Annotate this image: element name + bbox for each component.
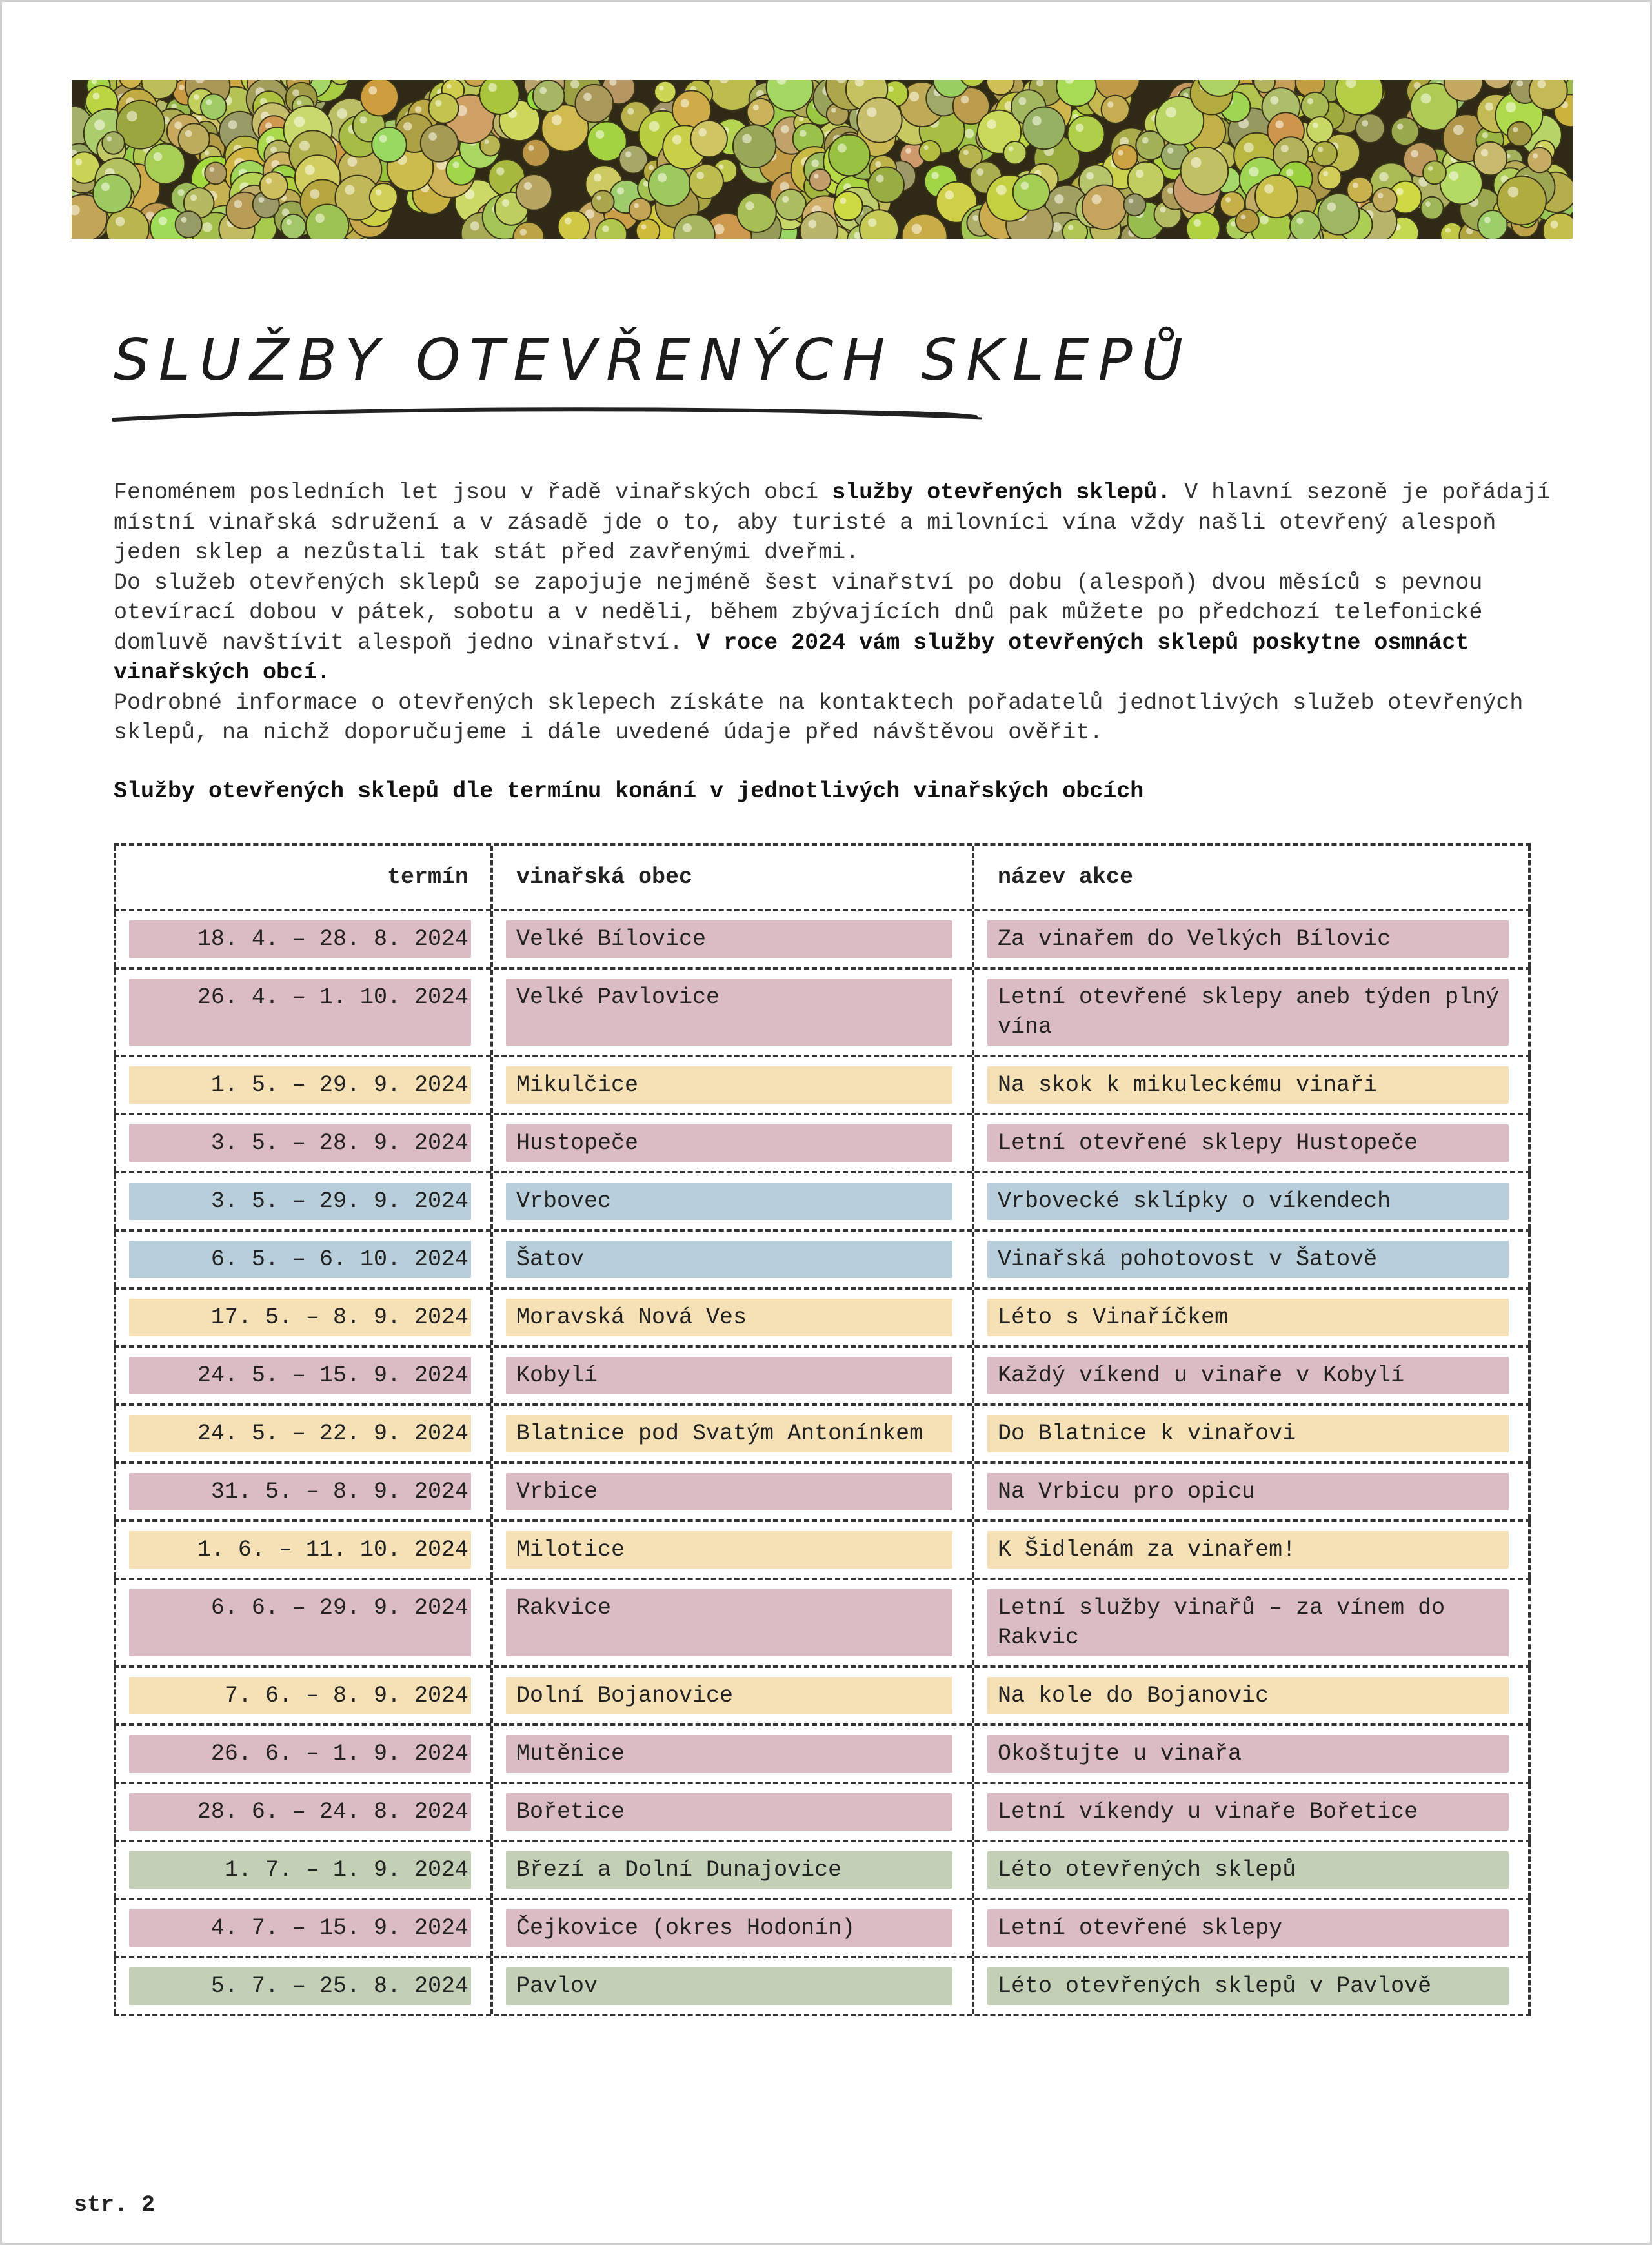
cell-place: [493, 970, 974, 1055]
cell-date: [114, 970, 493, 1055]
cell-text: Blatnice pod Svatým Antonínkem: [516, 1421, 923, 1447]
cell-place: [493, 1232, 974, 1287]
cell-text: Okoštujte u vinařa: [998, 1741, 1242, 1767]
cell-text: 6. 6. – 29. 9. 2024: [210, 1595, 468, 1621]
cell-date: [114, 911, 493, 967]
cell-text: Za vinařem do Velkých Bílovic: [998, 926, 1391, 952]
table-row: [114, 1580, 1531, 1668]
cell-text: Na kole do Bojanovic: [998, 1683, 1269, 1709]
title-underline: [111, 405, 989, 425]
cell-text: Milotice: [516, 1537, 625, 1563]
cell-text: 4. 7. – 15. 9. 2024: [210, 1915, 468, 1941]
cell-event: [974, 1958, 1531, 2014]
table-row: [114, 1173, 1531, 1232]
table-row: [114, 1958, 1531, 2016]
cell-text: Letní otevřené sklepy Hustopeče: [998, 1130, 1418, 1156]
cell-text: Vinařská pohotovost v Šatově: [998, 1246, 1378, 1272]
header-event: název akce: [974, 846, 1531, 909]
cell-place: [493, 1784, 974, 1840]
intro-p1c: V hlavní sezoně je pořádají místní vinařská sdružení a v zásadě jde o to, aby turisté a milovníci vína vždy našli otevřený alespoň jeden sklep a nezůstali tak stát před zavřenými dveřmi.: [114, 480, 1564, 565]
cell-text: 26. 6. – 1. 9. 2024: [210, 1741, 468, 1767]
events-table: [114, 843, 1531, 2016]
cell-place: [493, 1522, 974, 1578]
cell-text: 3. 5. – 28. 9. 2024: [210, 1130, 468, 1156]
table-row: [114, 1900, 1531, 1958]
cell-event: [974, 911, 1531, 967]
cell-text: Letní otevřené sklepy aneb týden plný vína: [998, 984, 1500, 1040]
intro-p2b-bold: V roce 2024 vám služby otevřených sklepů poskytne osmnáct vinařských obcí.: [114, 629, 1483, 686]
cell-event: [974, 1173, 1531, 1229]
cell-text: Mutěnice: [516, 1741, 625, 1767]
cell-text: Na Vrbicu pro opicu: [998, 1479, 1256, 1505]
table-row: [114, 1784, 1531, 1842]
cell-text: Šatov: [516, 1246, 585, 1272]
table-row: [114, 1668, 1531, 1726]
table-row: [114, 911, 1531, 970]
cell-date: [114, 1173, 493, 1229]
cell-text: Mikulčice: [516, 1072, 639, 1098]
table-row: [114, 1232, 1531, 1290]
cell-text: 3. 5. – 29. 9. 2024: [210, 1188, 468, 1214]
table-row: [114, 1522, 1531, 1580]
cell-text: 28. 6. – 24. 8. 2024: [197, 1799, 468, 1825]
cell-text: Kobylí: [516, 1363, 598, 1388]
cell-text: Vrbovecké sklípky o víkendech: [998, 1188, 1391, 1214]
header-date: termín: [114, 846, 493, 909]
table-row: [114, 1726, 1531, 1784]
cell-place: [493, 1842, 974, 1898]
cell-text: Do Blatnice k vinařovi: [998, 1421, 1296, 1447]
grapes-banner-image: [72, 80, 1573, 239]
cell-text: Rakvice: [516, 1595, 612, 1621]
cell-date: [114, 1668, 493, 1723]
table-row: [114, 1406, 1531, 1464]
cell-text: Letní víkendy u vinaře Bořetice: [998, 1799, 1418, 1825]
cell-place: [493, 1173, 974, 1229]
intro-p1b-bold: služby otevřených sklepů.: [832, 480, 1171, 505]
table-row: [114, 1464, 1531, 1522]
intro-p3: Podrobné informace o otevřených sklepech získáte na kontaktech pořadatelů jednotlivých služeb otevřených sklepů, na nichž doporučujeme i dále uvedené údaje před návštěvou ověřit.: [114, 689, 1537, 746]
intro-text: [114, 478, 1564, 748]
table-row: [114, 1348, 1531, 1406]
cell-text: 5. 7. – 25. 8. 2024: [210, 1973, 468, 1999]
cell-text: Velké Bílovice: [516, 926, 707, 952]
cell-date: [114, 1842, 493, 1898]
cell-event: [974, 1900, 1531, 1956]
cell-event: [974, 1668, 1531, 1723]
cell-text: Vrbovec: [516, 1188, 612, 1214]
cell-text: Léto s Vinaříčkem: [998, 1305, 1229, 1330]
page-number: str. 2: [74, 2192, 156, 2218]
cell-event: [974, 1348, 1531, 1403]
cell-text: Léto otevřených sklepů v Pavlově: [998, 1973, 1432, 1999]
cell-date: [114, 1115, 493, 1171]
cell-place: [493, 911, 974, 967]
cell-text: 6. 5. – 6. 10. 2024: [210, 1246, 468, 1272]
cell-date: [114, 1784, 493, 1840]
cell-text: Na skok k mikuleckému vinaři: [998, 1072, 1378, 1098]
cell-text: Hustopeče: [516, 1130, 639, 1156]
header-place: vinařská obec: [493, 846, 974, 909]
cell-text: Velké Pavlovice: [516, 984, 720, 1010]
cell-place: [493, 1406, 974, 1461]
cell-date: [114, 1290, 493, 1345]
cell-text: Léto otevřených sklepů: [998, 1857, 1296, 1883]
cell-event: [974, 1464, 1531, 1519]
cell-event: [974, 1057, 1531, 1113]
table-row: [114, 1290, 1531, 1348]
intro-p2a: Do služeb otevřených sklepů se zapojuje nejméně šest vinařství po dobu (alespoň) dvou měsíců s pevnou otevírací dobou v pátek, sobotu a v neděli, během zbývajících dnů pak můžete po předchozí telefonické domluvě navštívit alespoň jedno vinařství.: [114, 569, 1496, 656]
cell-place: [493, 1290, 974, 1345]
cell-text: Čejkovice (okres Hodonín): [516, 1915, 856, 1941]
cell-text: Vrbice: [516, 1479, 598, 1505]
page-title: SLUŽBY OTEVŘENÝCH SKLEPŮ: [114, 327, 1192, 393]
table-header-row: [114, 843, 1531, 911]
cell-place: [493, 1580, 974, 1665]
table-heading: Služby otevřených sklepů dle termínu konání v jednotlivých vinařských obcích: [114, 778, 1144, 804]
cell-text: 1. 7. – 1. 9. 2024: [224, 1857, 468, 1883]
cell-event: [974, 1726, 1531, 1782]
cell-text: 18. 4. – 28. 8. 2024: [197, 926, 468, 952]
cell-text: Bořetice: [516, 1799, 625, 1825]
cell-place: [493, 1958, 974, 2014]
cell-date: [114, 1464, 493, 1519]
cell-text: 31. 5. – 8. 9. 2024: [210, 1479, 468, 1505]
cell-text: K Šidlenám za vinařem!: [998, 1537, 1296, 1563]
cell-text: 17. 5. – 8. 9. 2024: [210, 1305, 468, 1330]
table-row: [114, 1842, 1531, 1900]
cell-date: [114, 1348, 493, 1403]
cell-text: 24. 5. – 22. 9. 2024: [197, 1421, 468, 1447]
cell-event: [974, 1522, 1531, 1578]
cell-place: [493, 1115, 974, 1171]
cell-event: [974, 1784, 1531, 1840]
cell-date: [114, 1726, 493, 1782]
cell-text: 1. 5. – 29. 9. 2024: [210, 1072, 468, 1098]
intro-p1a: Fenoménem posledních let jsou v řadě vinařských obcí: [114, 480, 832, 505]
cell-text: 26. 4. – 1. 10. 2024: [197, 984, 468, 1010]
cell-place: [493, 1464, 974, 1519]
cell-date: [114, 1522, 493, 1578]
table-row: [114, 970, 1531, 1057]
cell-date: [114, 1900, 493, 1956]
cell-event: [974, 1842, 1531, 1898]
cell-text: Každý víkend u vinaře v Kobylí: [998, 1363, 1405, 1388]
cell-place: [493, 1057, 974, 1113]
cell-text: Moravská Nová Ves: [516, 1305, 747, 1330]
cell-text: 24. 5. – 15. 9. 2024: [197, 1363, 468, 1388]
cell-text: Březí a Dolní Dunajovice: [516, 1857, 842, 1883]
cell-event: [974, 1406, 1531, 1461]
cell-event: [974, 1580, 1531, 1665]
cell-text: Letní služby vinařů – za vínem do Rakvic: [998, 1595, 1446, 1651]
cell-event: [974, 970, 1531, 1055]
cell-text: 1. 6. – 11. 10. 2024: [197, 1537, 468, 1563]
cell-text: Dolní Bojanovice: [516, 1683, 734, 1709]
cell-date: [114, 1057, 493, 1113]
cell-text: Letní otevřené sklepy: [998, 1915, 1283, 1941]
cell-text: 7. 6. – 8. 9. 2024: [224, 1683, 468, 1709]
cell-place: [493, 1726, 974, 1782]
cell-event: [974, 1290, 1531, 1345]
cell-text: Pavlov: [516, 1973, 598, 1999]
cell-date: [114, 1958, 493, 2014]
cell-date: [114, 1232, 493, 1287]
cell-place: [493, 1900, 974, 1956]
cell-event: [974, 1232, 1531, 1287]
cell-date: [114, 1580, 493, 1665]
cell-place: [493, 1668, 974, 1723]
cell-place: [493, 1348, 974, 1403]
table-row: [114, 1057, 1531, 1115]
cell-event: [974, 1115, 1531, 1171]
table-row: [114, 1115, 1531, 1173]
cell-date: [114, 1406, 493, 1461]
